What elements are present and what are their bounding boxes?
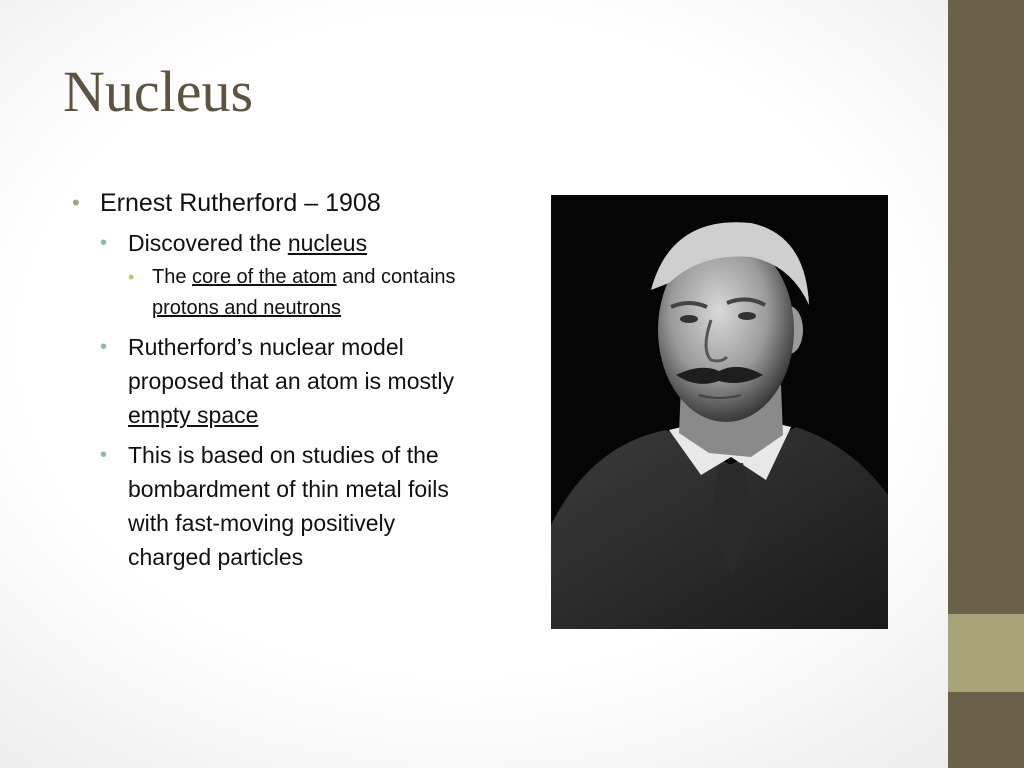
- bullet-item: [72, 186, 472, 574]
- bullet-icon: •: [128, 267, 135, 287]
- bullet-icon: •: [72, 190, 80, 215]
- bullet-text: Rutherford’s nuclear model proposed that an atom is mostly: [128, 334, 454, 394]
- sub-sub-bullet-list: [128, 262, 472, 324]
- sub-bullet-item: [100, 330, 472, 432]
- slide-body: [72, 186, 472, 574]
- bullet-icon: •: [100, 336, 108, 358]
- underlined-term: nucleus: [287, 230, 368, 256]
- sidebar-accent-block: [948, 614, 1024, 692]
- bullet-text: Discovered the: [128, 230, 288, 256]
- bullet-icon: •: [100, 232, 108, 254]
- underlined-term: core of the atom: [192, 266, 337, 288]
- bullet-text: and contains: [336, 266, 456, 288]
- bullet-icon: •: [100, 444, 108, 466]
- sub-bullet-list: [100, 226, 472, 574]
- sub-sub-bullet-item: [128, 262, 472, 324]
- bullet-text: Ernest Rutherford – 1908: [100, 189, 381, 217]
- slide-title: Nucleus: [63, 59, 254, 124]
- bullet-list: [72, 186, 472, 574]
- underlined-term: empty space: [128, 402, 259, 428]
- sub-bullet-item: [100, 438, 472, 574]
- bullet-text: This is based on studies of the bombardment of thin metal foils with fast-moving positively charged particles: [128, 442, 449, 570]
- sub-bullet-item: [100, 226, 472, 324]
- portrait-illustration: [551, 195, 888, 629]
- portrait-photo: [551, 195, 888, 629]
- underlined-term: protons and neutrons: [152, 297, 342, 319]
- bullet-text: The: [152, 266, 193, 288]
